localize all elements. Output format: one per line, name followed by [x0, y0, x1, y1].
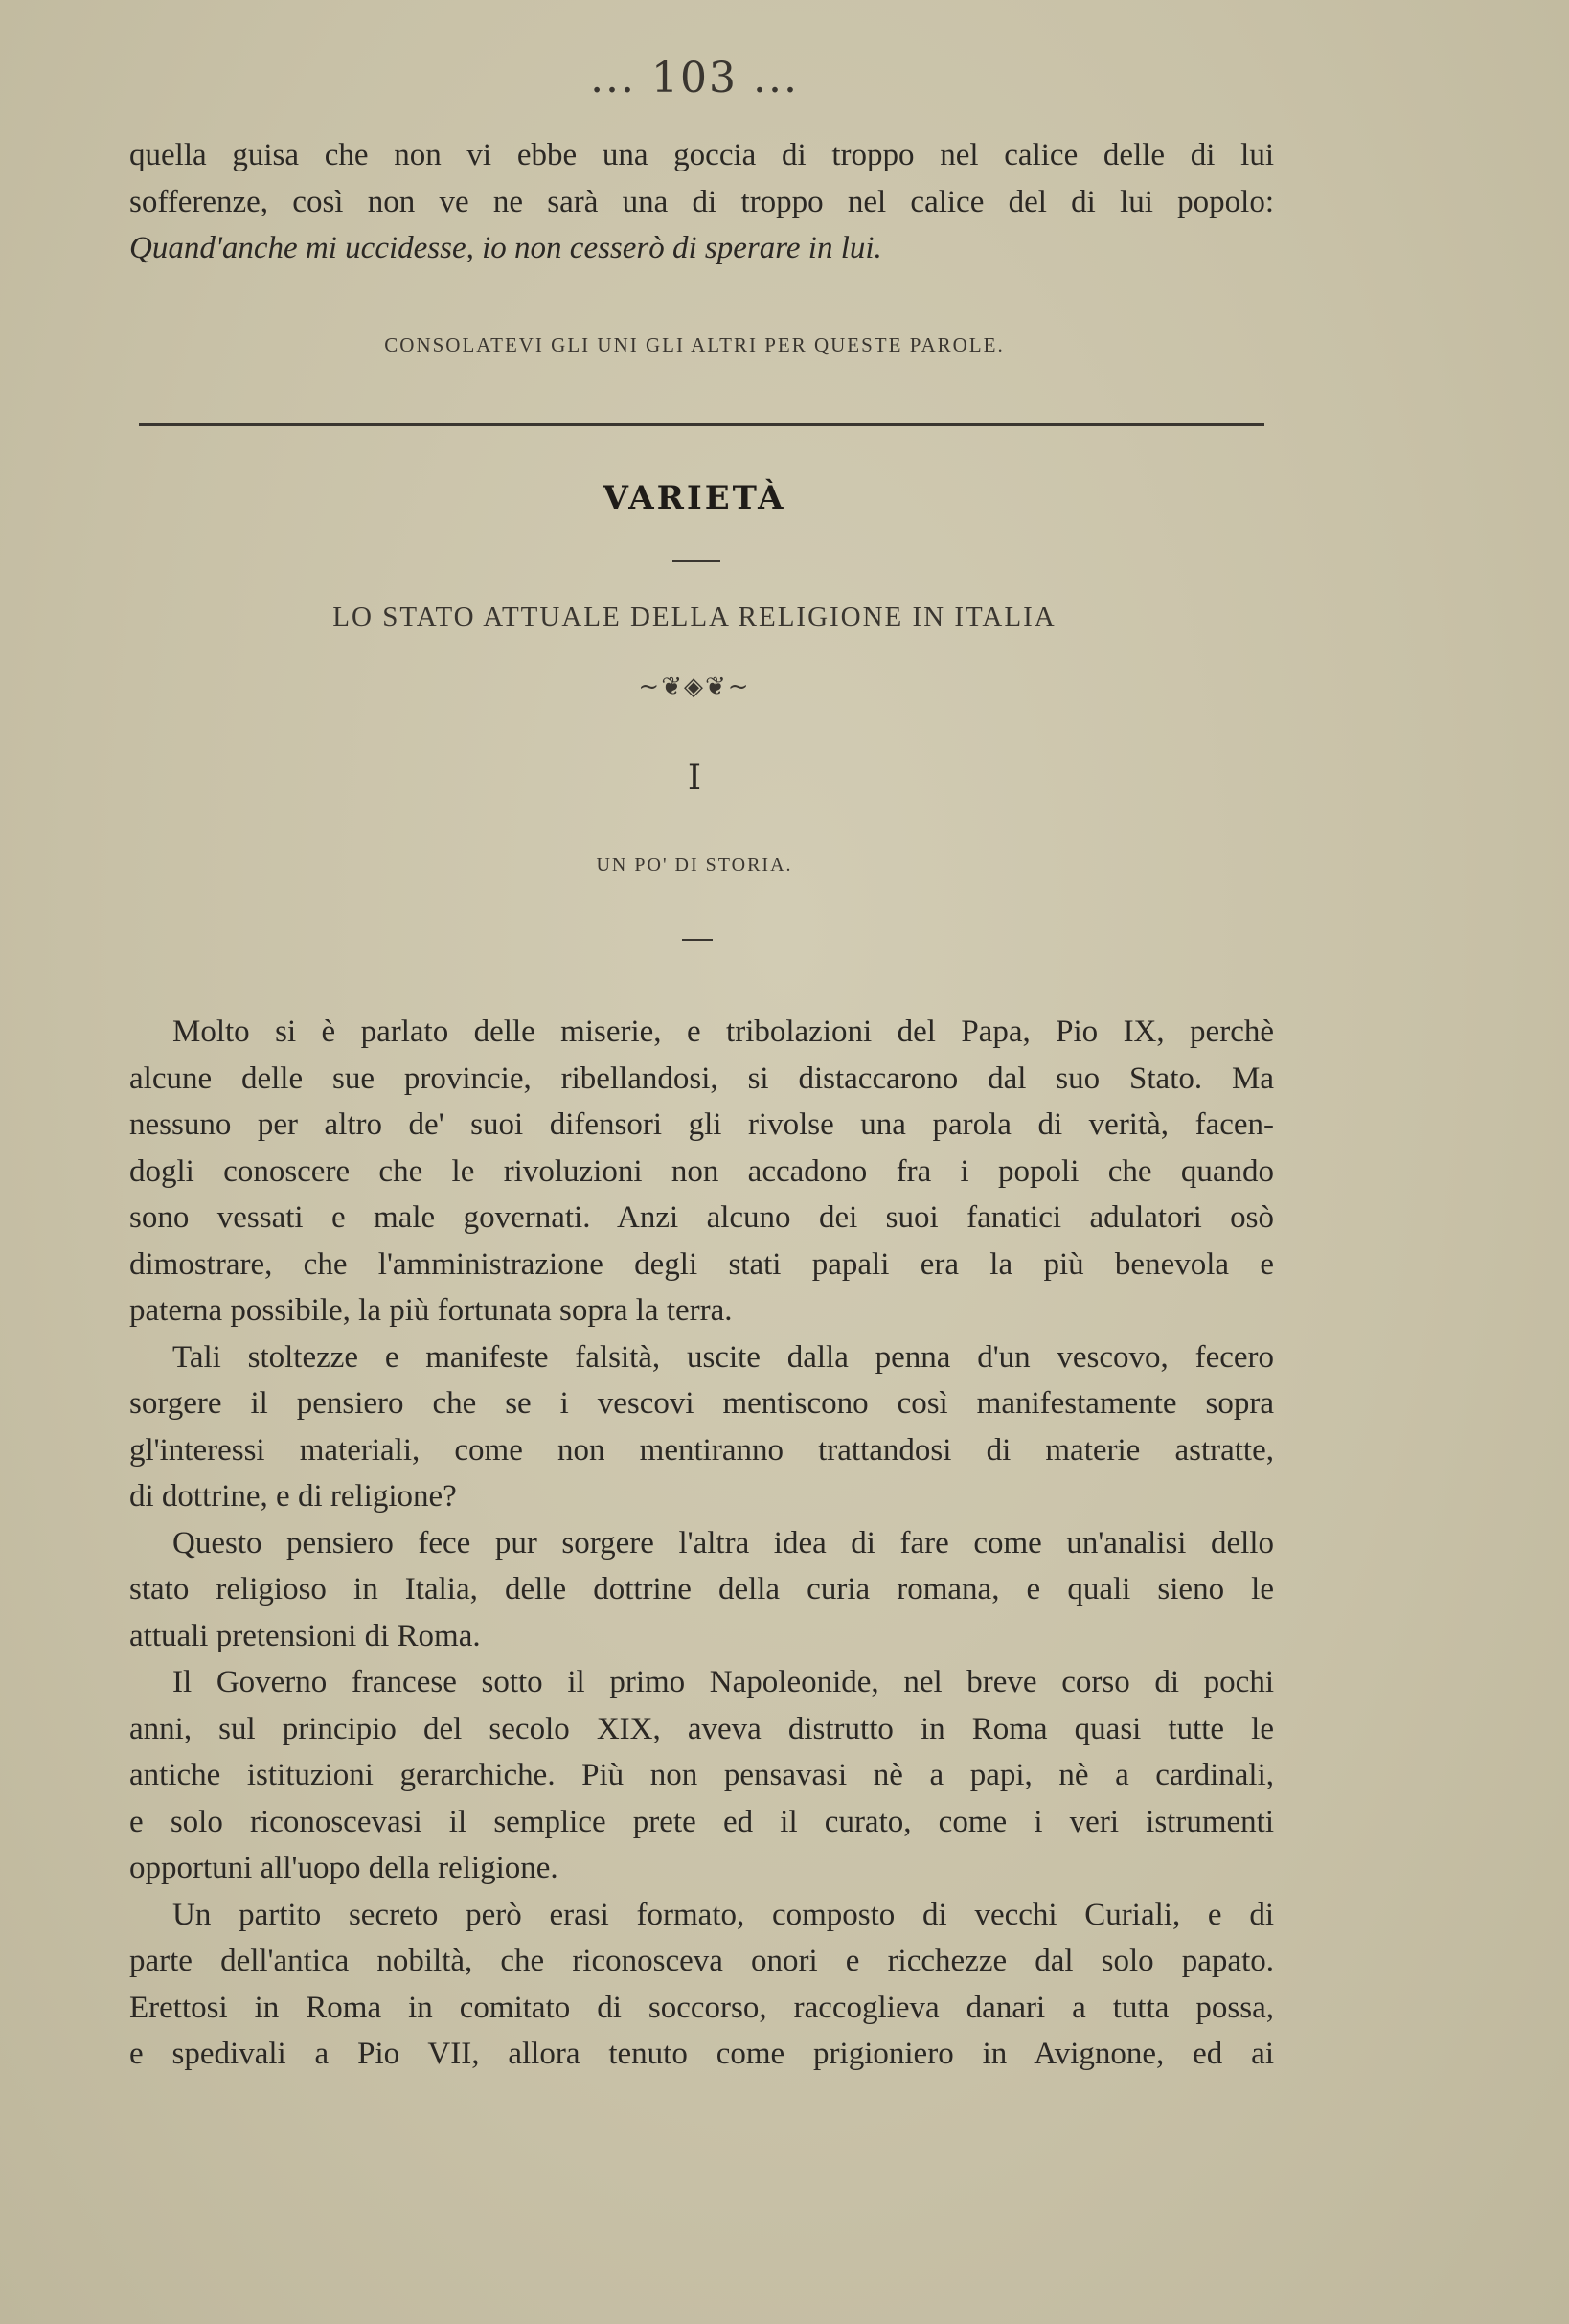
intro-paragraph [129, 132, 1274, 272]
chapter-number: I [687, 759, 702, 798]
text-line: sono vessati e male governati. Anzi alcuno dei suoi fanatici adulatori osò [129, 1200, 1274, 1235]
text-line: Tali stoltezze e manifeste falsità, uscite dalla penna d'un vescovo, fecero [172, 1339, 1274, 1375]
text-line: antiche istituzioni gerarchiche. Più non pensavasi nè a papi, nè a cardinali, [129, 1758, 1274, 1792]
text-line: nessuno per altro de' suoi difensori gli rivolse una parola di verità, facen- [129, 1107, 1274, 1142]
text-line: Il Governo francese sotto il primo Napoleonide, nel breve corso di pochi [172, 1665, 1274, 1699]
text-line: attuali pretensioni di Roma. [129, 1618, 481, 1653]
text-line: paterna possibile, la più fortunata sopra la terra. [129, 1293, 733, 1328]
text-line: Un partito secreto però erasi formato, composto di vecchi Curiali, e di [172, 1897, 1274, 1932]
section-divider [139, 423, 1264, 426]
text-line: Molto si è parlato delle miserie, e tribolazioni del Papa, Pio IX, perchè [172, 1014, 1274, 1049]
text-line: Questo pensiero fece pur sorgere l'altra idea di fare come un'analisi dello [172, 1525, 1274, 1561]
text-line: sorgere il pensiero che se i vescovi mentiscono così manifestamente sopra [129, 1386, 1274, 1421]
article-title: LO STATO ATTUALE DELLA RELIGIONE IN ITALIA [332, 602, 1057, 632]
text-line: quella guisa che non vi ebbe una goccia di troppo nel calice delle di lui [129, 138, 1274, 172]
consolation-line: CONSOLATEVI GLI UNI GLI ALTRI PER QUESTE PAROLE. [384, 333, 1005, 356]
text-line: parte dell'antica nobiltà, che riconosceva onori e ricchezze dal solo papato. [129, 1944, 1274, 1978]
text-line: gl'interessi materiali, come non mentiranno trattandosi di materie astratte, [129, 1432, 1274, 1468]
italic-quote-line: Quand'anche mi uccidesse, io non cesserò di sperare in lui. [129, 231, 882, 265]
text-line: sofferenze, così non ve ne sarà una di troppo nel calice del di lui popolo: [129, 184, 1274, 219]
text-line: opportuni all'uopo della religione. [129, 1851, 558, 1885]
section-title: VARIETÀ [603, 479, 786, 517]
text-line: stato religioso in Italia, delle dottrine della curia romana, e quali sieno le [129, 1572, 1274, 1606]
subtitle-underline [682, 939, 713, 941]
text-line: alcune delle sue provincie, ribellandosi, si distaccarono dal suo Stato. Ma [129, 1060, 1274, 1096]
text-line: e spedivali a Pio VII, allora tenuto come prigioniero in Avignone, ed ai [129, 2037, 1274, 2071]
chapter-subtitle: UN PO' DI STORIA. [596, 854, 793, 876]
text-line: anni, sul principio del secolo XIX, aveva distrutto in Roma quasi tutte le [129, 1711, 1274, 1746]
text-line: dimostrare, che l'amministrazione degli stati papali era la più benevola e [129, 1246, 1274, 1282]
text-line: Erettosi in Roma in comitato di soccorso, raccoglieva danari a tutta possa, [129, 1990, 1274, 2025]
text-line: di dottrine, e di religione? [129, 1479, 457, 1514]
page-number: ... 103 ... [590, 54, 799, 103]
title-underline [672, 560, 720, 562]
body-text [129, 1009, 1274, 2078]
text-line: dogli conoscere che le rivoluzioni non accadono fra i popoli che quando [129, 1153, 1274, 1189]
text-line: e solo riconoscevasi il semplice prete ed il curato, come i veri istrumenti [129, 1804, 1274, 1839]
ornament-flourish: ~❦◈❦~ [638, 672, 751, 701]
